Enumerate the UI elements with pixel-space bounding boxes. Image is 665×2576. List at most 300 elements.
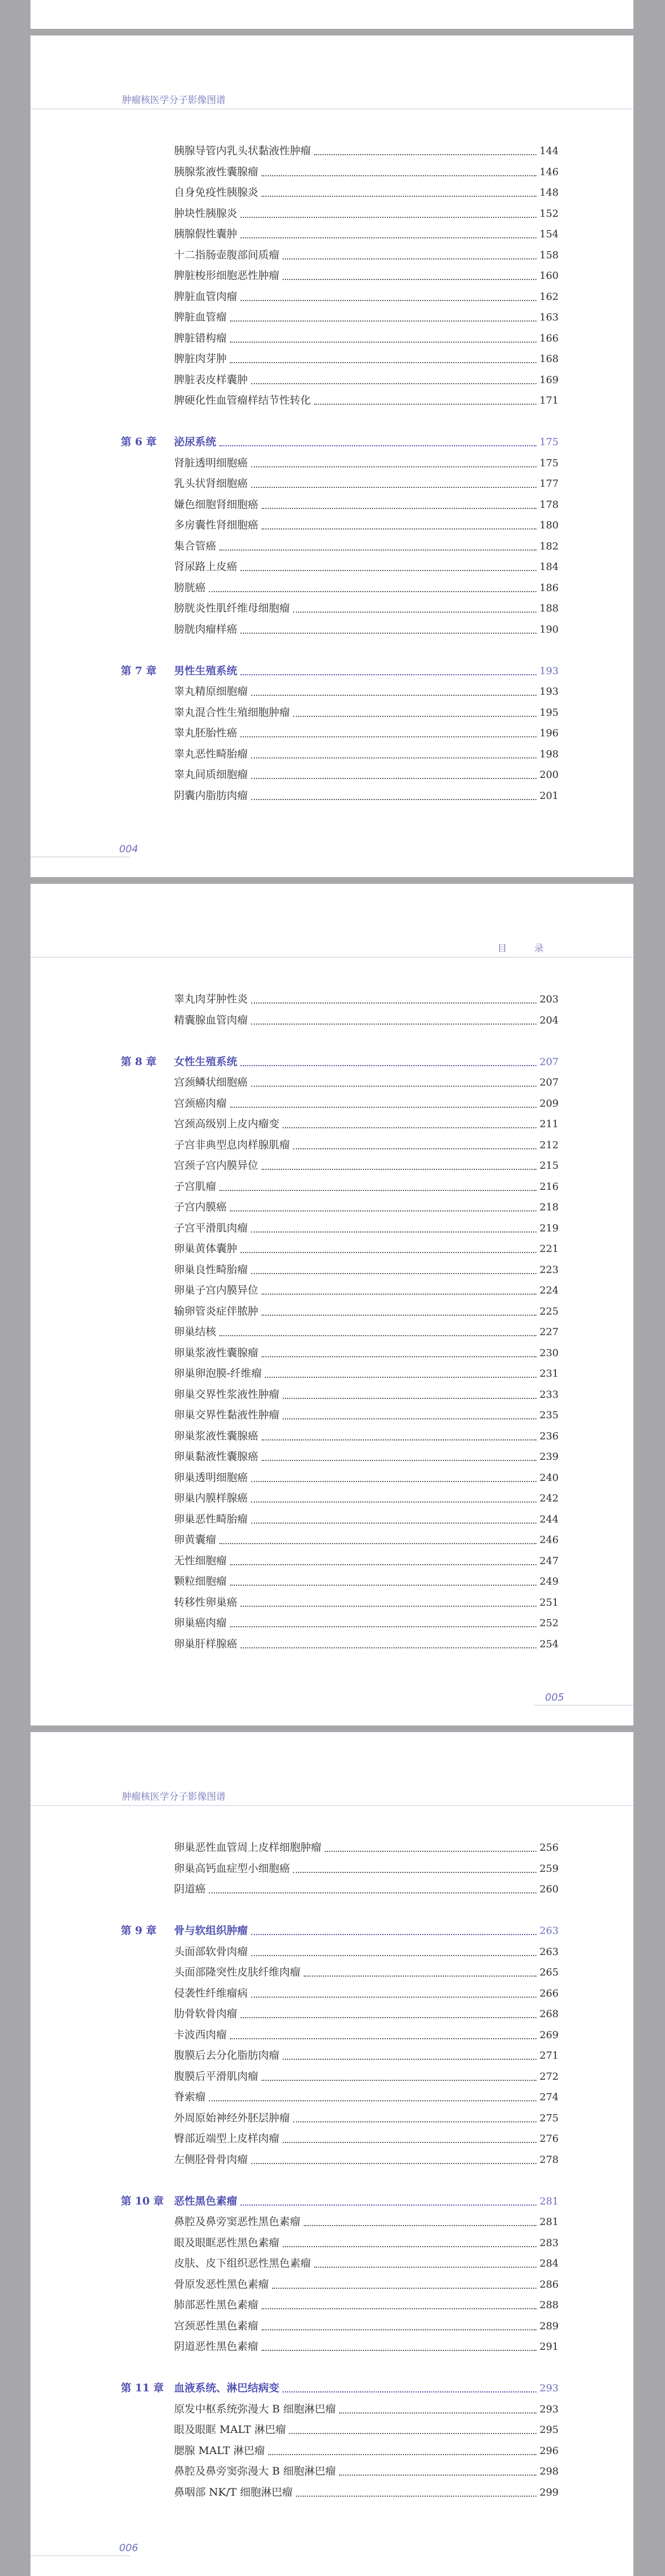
toc-entry[interactable] bbox=[121, 1072, 559, 1093]
dot-leader bbox=[262, 1314, 536, 1316]
page-ref: 184 bbox=[539, 561, 559, 573]
dot-leader bbox=[262, 2349, 536, 2351]
entry-title: 宫颈癌肉瘤 bbox=[174, 1097, 227, 1109]
section-gap bbox=[121, 1031, 559, 1052]
toc-entry[interactable] bbox=[121, 1551, 559, 1572]
page-number: 006 bbox=[119, 2542, 139, 2554]
folio-rule bbox=[30, 2555, 130, 2556]
toc-entry[interactable] bbox=[121, 2087, 559, 2108]
toc-entry[interactable] bbox=[121, 702, 559, 724]
toc-entry[interactable] bbox=[121, 370, 559, 391]
page-ref: 231 bbox=[539, 1368, 559, 1379]
dot-leader bbox=[283, 1418, 536, 1419]
dot-leader bbox=[293, 715, 536, 717]
toc-entry[interactable] bbox=[121, 1010, 559, 1031]
entry-title: 鼻腔及鼻旁窦恶性黑色素瘤 bbox=[174, 2216, 301, 2228]
toc-chapter-heading[interactable] bbox=[121, 1921, 559, 1942]
entry-title: 子宫非典型息肉样腺肌瘤 bbox=[174, 1138, 290, 1151]
section-gap bbox=[121, 2170, 559, 2191]
entry-title: 阴道恶性黑色素瘤 bbox=[174, 2340, 259, 2353]
toc-entry[interactable] bbox=[121, 1135, 559, 1156]
toc-entry[interactable] bbox=[121, 474, 559, 495]
dot-leader bbox=[293, 1871, 536, 1873]
toc-entry[interactable] bbox=[121, 2274, 559, 2295]
dot-leader bbox=[251, 1933, 536, 1935]
toc-entry[interactable] bbox=[121, 2336, 559, 2358]
toc-entry[interactable] bbox=[121, 1093, 559, 1114]
dot-leader bbox=[262, 528, 536, 530]
toc-entry[interactable] bbox=[121, 307, 559, 328]
toc-entry[interactable] bbox=[121, 1942, 559, 1963]
entry-title: 卵巢透明细胞癌 bbox=[174, 1471, 248, 1484]
entry-title: 脾硬化性血管瘤样结节性转化 bbox=[174, 394, 311, 406]
toc-entry[interactable] bbox=[121, 1468, 559, 1489]
entry-title: 侵袭性纤维瘤病 bbox=[174, 1987, 248, 1999]
toc-entry[interactable] bbox=[121, 1592, 559, 1613]
dot-leader bbox=[241, 2204, 536, 2206]
page-ref: 198 bbox=[539, 748, 559, 760]
dot-leader bbox=[251, 1996, 536, 1998]
toc-entry[interactable] bbox=[121, 1114, 559, 1135]
toc-entry[interactable] bbox=[121, 2316, 559, 2337]
entry-title: 外周原始神经外胚层肿瘤 bbox=[174, 2111, 290, 2124]
page-ref: 291 bbox=[539, 2341, 559, 2353]
dot-leader bbox=[241, 1647, 536, 1648]
dot-leader bbox=[283, 2058, 536, 2060]
dot-leader bbox=[262, 175, 536, 176]
toc-chapter-heading[interactable] bbox=[121, 432, 559, 453]
entry-title: 卵巢癌肉瘤 bbox=[174, 1617, 227, 1629]
toc-entry[interactable] bbox=[121, 515, 559, 536]
chapter-title: 血液系统、淋巴结病变 bbox=[174, 2382, 280, 2394]
page-ref: 230 bbox=[539, 1347, 559, 1359]
page-ref: 265 bbox=[539, 1967, 559, 1978]
toc-entry[interactable] bbox=[121, 2150, 559, 2171]
toc-entry[interactable] bbox=[121, 1197, 559, 1218]
dot-leader bbox=[262, 2329, 536, 2330]
dot-leader bbox=[219, 445, 536, 446]
chapter-number: 第 6 章 bbox=[121, 436, 157, 448]
entry-title: 卵巢高钙血症型小细胞癌 bbox=[174, 1862, 290, 1875]
page-ref: 284 bbox=[539, 2258, 559, 2269]
page-ref: 195 bbox=[539, 706, 559, 719]
entry-title: 卵巢恶性血管周上皮样细胞肿瘤 bbox=[174, 1841, 322, 1854]
dot-leader bbox=[230, 320, 536, 322]
page-ref: 186 bbox=[539, 582, 559, 594]
running-header: 肿瘤核医学分子影像图谱 bbox=[122, 1791, 226, 1803]
dot-leader bbox=[251, 1954, 536, 1956]
dot-leader bbox=[230, 362, 536, 363]
entry-title: 脾脏肉芽肿 bbox=[174, 353, 227, 365]
entry-title: 子宫平滑肌肉瘤 bbox=[174, 1221, 248, 1234]
toc-entry[interactable] bbox=[121, 1363, 559, 1384]
toc-entry[interactable] bbox=[121, 1426, 559, 1447]
dot-leader bbox=[265, 1376, 536, 1378]
dot-leader bbox=[230, 1626, 536, 1627]
page-ref: 271 bbox=[539, 2050, 559, 2061]
page-ref: 148 bbox=[539, 187, 559, 198]
toc-entry[interactable] bbox=[121, 2399, 559, 2420]
toc-entry[interactable] bbox=[121, 1384, 559, 1406]
toc-list bbox=[121, 1837, 559, 2503]
entry-title: 多房囊性肾细胞癌 bbox=[174, 519, 259, 531]
page-ref: 224 bbox=[539, 1285, 559, 1296]
section-gap bbox=[121, 411, 559, 432]
page-ref: 177 bbox=[539, 478, 559, 490]
entry-title: 脾脏血管肉瘤 bbox=[174, 290, 238, 303]
page-ref: 221 bbox=[539, 1243, 559, 1255]
dot-leader bbox=[219, 1542, 536, 1544]
page-ref: 154 bbox=[539, 228, 559, 240]
dot-leader bbox=[251, 1231, 536, 1233]
dot-leader bbox=[251, 777, 536, 779]
toc-entry[interactable] bbox=[121, 1634, 559, 1655]
dot-leader bbox=[283, 258, 536, 259]
entry-title: 宫颈子宫内膜异位 bbox=[174, 1159, 259, 1172]
toc-entry[interactable] bbox=[121, 557, 559, 578]
dot-leader bbox=[251, 798, 536, 800]
entry-title: 转移性卵巢癌 bbox=[174, 1596, 238, 1608]
toc-entry[interactable] bbox=[121, 1837, 559, 1859]
entry-title: 头面部软骨肉瘤 bbox=[174, 1945, 248, 1958]
page-ref: 169 bbox=[539, 374, 559, 386]
entry-title: 左侧胫骨骨肉瘤 bbox=[174, 2153, 248, 2166]
header-rule bbox=[30, 957, 633, 958]
dot-leader bbox=[251, 2162, 536, 2164]
page-ref: 160 bbox=[539, 270, 559, 282]
page-ref: 293 bbox=[539, 2403, 559, 2415]
page-ref: 272 bbox=[539, 2070, 559, 2083]
entry-title: 胰腺导管内乳头状黏液性肿瘤 bbox=[174, 145, 311, 157]
toc-entry[interactable] bbox=[121, 2420, 559, 2441]
entry-title: 膀胱炎性肌纤维母细胞瘤 bbox=[174, 602, 290, 614]
toc-entry[interactable] bbox=[121, 1447, 559, 1468]
dot-leader bbox=[262, 2079, 536, 2081]
entry-title: 自身免疫性胰腺炎 bbox=[174, 186, 259, 198]
entry-title: 卵巢浆液性囊腺瘤 bbox=[174, 1346, 259, 1359]
toc-chapter-heading[interactable] bbox=[121, 2378, 559, 2399]
toc-entry[interactable] bbox=[121, 1155, 559, 1177]
entry-title: 卵巢子宫内膜异位 bbox=[174, 1284, 259, 1296]
entry-title: 集合管癌 bbox=[174, 539, 217, 552]
dot-leader bbox=[251, 1272, 536, 1274]
entry-title: 颗粒细胞瘤 bbox=[174, 1575, 227, 1587]
dot-leader bbox=[230, 1106, 536, 1108]
toc-entry[interactable] bbox=[121, 1405, 559, 1426]
toc-entry[interactable] bbox=[121, 1983, 559, 2004]
chapter-number: 第 9 章 bbox=[121, 1925, 157, 1937]
dot-leader bbox=[289, 2432, 536, 2434]
folio-rule bbox=[534, 1705, 633, 1706]
toc-entry[interactable] bbox=[121, 245, 559, 266]
toc-entry[interactable] bbox=[121, 453, 559, 474]
entry-title: 脾脏错构瘤 bbox=[174, 332, 227, 344]
entry-title: 睾丸间质细胞瘤 bbox=[174, 768, 248, 781]
entry-title: 胰腺假性囊肿 bbox=[174, 228, 238, 240]
dot-leader bbox=[251, 1023, 536, 1025]
chapter-number: 第 10 章 bbox=[121, 2195, 164, 2207]
dot-leader bbox=[241, 1605, 536, 1607]
entry-title: 鼻腔及鼻旁窦弥漫大 B 细胞淋巴瘤 bbox=[174, 2465, 336, 2477]
page-ref: 175 bbox=[539, 436, 559, 448]
page-ref: 295 bbox=[539, 2424, 559, 2436]
toc-entry[interactable] bbox=[121, 536, 559, 557]
toc-entry[interactable] bbox=[121, 349, 559, 370]
page-ref: 266 bbox=[539, 1987, 559, 1999]
dot-leader bbox=[293, 2121, 536, 2122]
page-ref: 260 bbox=[539, 1883, 559, 1895]
page-ref: 144 bbox=[539, 145, 559, 157]
dot-leader bbox=[230, 2038, 536, 2039]
entry-title: 脾脏梭形细胞恶性肿瘤 bbox=[174, 269, 280, 282]
dot-leader bbox=[230, 1584, 536, 1586]
dot-leader bbox=[296, 2495, 536, 2497]
page-ref: 244 bbox=[539, 1513, 559, 1525]
dot-leader bbox=[283, 2141, 536, 2143]
page-ref: 235 bbox=[539, 1409, 559, 1421]
toc-entry[interactable] bbox=[121, 1218, 559, 1239]
toc-entry[interactable] bbox=[121, 182, 559, 203]
toc-chapter-heading[interactable] bbox=[121, 2191, 559, 2212]
page-ref: 180 bbox=[539, 520, 559, 531]
toc-entry[interactable] bbox=[121, 2108, 559, 2129]
entry-title: 卵巢交界性浆液性肿瘤 bbox=[174, 1388, 280, 1401]
entry-title: 卵巢良性畸胎瘤 bbox=[174, 1263, 248, 1276]
running-header: 目 录 bbox=[497, 943, 556, 954]
dot-leader bbox=[262, 1356, 536, 1357]
toc-entry[interactable] bbox=[121, 723, 559, 744]
chapter-title: 男性生殖系统 bbox=[174, 664, 238, 677]
toc-entry[interactable] bbox=[121, 1571, 559, 1592]
entry-title: 肺部恶性黑色素瘤 bbox=[174, 2299, 259, 2311]
toc-entry[interactable] bbox=[121, 328, 559, 349]
toc-entry[interactable] bbox=[121, 1962, 559, 1983]
toc-entry[interactable] bbox=[121, 1879, 559, 1900]
page-ref: 182 bbox=[539, 540, 559, 552]
dot-leader bbox=[262, 2308, 536, 2309]
toc-entry[interactable] bbox=[121, 162, 559, 183]
toc-entry[interactable] bbox=[121, 681, 559, 702]
toc-page-006 bbox=[30, 1732, 633, 2576]
entry-title: 肾尿路上皮癌 bbox=[174, 561, 238, 573]
toc-entry[interactable] bbox=[121, 1613, 559, 1634]
entry-title: 腹膜后平滑肌肉瘤 bbox=[174, 2070, 259, 2083]
toc-entry[interactable] bbox=[121, 2129, 559, 2150]
toc-chapter-heading[interactable] bbox=[121, 661, 559, 682]
dot-leader bbox=[219, 1189, 536, 1191]
toc-chapter-heading[interactable] bbox=[121, 1052, 559, 1073]
page-ref: 196 bbox=[539, 727, 559, 739]
page-ref: 158 bbox=[539, 249, 559, 261]
toc-entry[interactable] bbox=[121, 2233, 559, 2254]
dot-leader bbox=[251, 1501, 536, 1503]
toc-entry[interactable] bbox=[121, 2066, 559, 2088]
toc-entry[interactable] bbox=[121, 1280, 559, 1301]
dot-leader bbox=[241, 632, 536, 634]
page-number: 005 bbox=[545, 1692, 564, 1703]
page-ref: 281 bbox=[539, 2195, 559, 2207]
entry-title: 臀部近端型上皮样肉瘤 bbox=[174, 2132, 280, 2145]
toc-entry[interactable] bbox=[121, 1530, 559, 1551]
entry-title: 眼及眼眶恶性黑色素瘤 bbox=[174, 2236, 280, 2249]
toc-entry[interactable] bbox=[121, 744, 559, 765]
toc-entry[interactable] bbox=[121, 203, 559, 225]
toc-entry[interactable] bbox=[121, 2253, 559, 2274]
page-ref: 193 bbox=[539, 686, 559, 698]
chapter-title: 泌尿系统 bbox=[174, 436, 217, 448]
chapter-title: 恶性黑色素瘤 bbox=[174, 2195, 238, 2207]
toc-entry[interactable] bbox=[121, 765, 559, 786]
dot-leader bbox=[241, 216, 536, 218]
toc-entry[interactable] bbox=[121, 2482, 559, 2503]
toc-page-004 bbox=[30, 35, 633, 877]
page-ref: 249 bbox=[539, 1576, 559, 1587]
dot-leader bbox=[251, 1085, 536, 1087]
page-ref: 223 bbox=[539, 1264, 559, 1276]
entry-title: 皮肤、皮下组织恶性黑色素瘤 bbox=[174, 2257, 311, 2269]
toc-entry[interactable] bbox=[121, 1260, 559, 1281]
toc-entry[interactable] bbox=[121, 786, 559, 807]
dot-leader bbox=[241, 299, 536, 301]
page-ref: 166 bbox=[539, 332, 559, 344]
entry-title: 睾丸精原细胞瘤 bbox=[174, 685, 248, 698]
page-ref: 242 bbox=[539, 1493, 559, 1504]
page-ref: 207 bbox=[539, 1056, 559, 1068]
page-ref: 203 bbox=[539, 994, 559, 1005]
dot-leader bbox=[230, 1210, 536, 1211]
toc-entry[interactable] bbox=[121, 2004, 559, 2025]
page-ref: 286 bbox=[539, 2278, 559, 2290]
entry-title: 宫颈高级别上皮内瘤变 bbox=[174, 1118, 280, 1130]
page-ref: 209 bbox=[539, 1097, 559, 1109]
page-ref: 200 bbox=[539, 769, 559, 781]
dot-leader bbox=[262, 195, 536, 197]
entry-title: 阴道癌 bbox=[174, 1883, 206, 1895]
entry-title: 肿块性胰腺炎 bbox=[174, 207, 238, 220]
dot-leader bbox=[251, 486, 536, 488]
toc-entry[interactable] bbox=[121, 287, 559, 308]
dot-leader bbox=[325, 1850, 536, 1852]
entry-title: 子宫肌瘤 bbox=[174, 1180, 217, 1193]
page-ref: 298 bbox=[539, 2466, 559, 2477]
chapter-number: 第 11 章 bbox=[121, 2382, 164, 2394]
page-ref: 256 bbox=[539, 1842, 559, 1854]
toc-entry[interactable] bbox=[121, 266, 559, 287]
page-ref: 188 bbox=[539, 603, 559, 614]
entry-title: 胰腺浆液性囊腺瘤 bbox=[174, 165, 259, 178]
page-ref: 240 bbox=[539, 1472, 559, 1484]
previous-page-fragment bbox=[30, 0, 633, 29]
toc-entry[interactable] bbox=[121, 1322, 559, 1343]
entry-title: 嫌色细胞肾细胞癌 bbox=[174, 498, 259, 511]
page-ref: 246 bbox=[539, 1534, 559, 1546]
toc-entry[interactable] bbox=[121, 2025, 559, 2046]
page-ref: 218 bbox=[539, 1202, 559, 1213]
entry-title: 睾丸胚胎性癌 bbox=[174, 727, 238, 739]
page-ref: 293 bbox=[539, 2382, 559, 2394]
page-ref: 289 bbox=[539, 2320, 559, 2332]
page-ref: 268 bbox=[539, 2008, 559, 2020]
entry-title: 脊索瘤 bbox=[174, 2091, 206, 2103]
toc-entry[interactable] bbox=[121, 2441, 559, 2462]
entry-title: 睾丸混合性生殖细胞肿瘤 bbox=[174, 706, 290, 719]
dot-leader bbox=[262, 507, 536, 509]
entry-title: 宫颈鳞状细胞癌 bbox=[174, 1076, 248, 1088]
page-ref: 215 bbox=[539, 1160, 559, 1172]
toc-entry[interactable] bbox=[121, 1177, 559, 1198]
section-gap bbox=[121, 1900, 559, 1921]
entry-title: 膀胱肉瘤样癌 bbox=[174, 623, 238, 635]
entry-title: 十二指肠壶腹部间质瘤 bbox=[174, 248, 280, 261]
page-ref: 193 bbox=[539, 665, 559, 677]
toc-entry[interactable] bbox=[121, 2461, 559, 2482]
dot-leader bbox=[251, 466, 536, 467]
toc-entry[interactable] bbox=[121, 578, 559, 599]
toc-entry[interactable] bbox=[121, 390, 559, 411]
page-ref: 283 bbox=[539, 2237, 559, 2249]
page-ref: 263 bbox=[539, 1925, 559, 1937]
entry-title: 肋骨软骨肉瘤 bbox=[174, 2008, 238, 2020]
page-ref: 252 bbox=[539, 1617, 559, 1629]
dot-leader bbox=[283, 2246, 536, 2247]
dot-leader bbox=[251, 694, 536, 696]
chapter-title: 骨与软组织肿瘤 bbox=[174, 1925, 248, 1937]
dot-leader bbox=[293, 611, 536, 613]
toc-entry[interactable] bbox=[121, 1343, 559, 1364]
entry-title: 腮腺 MALT 淋巴瘤 bbox=[174, 2444, 265, 2457]
page-ref: 299 bbox=[539, 2486, 559, 2498]
toc-entry[interactable] bbox=[121, 1509, 559, 1530]
dot-leader bbox=[241, 1251, 536, 1253]
chapter-number: 第 8 章 bbox=[121, 1055, 157, 1068]
toc-entry[interactable] bbox=[121, 495, 559, 516]
entry-title: 脾脏表皮样囊肿 bbox=[174, 373, 248, 386]
chapter-title: 女性生殖系统 bbox=[174, 1055, 238, 1068]
toc-entry[interactable] bbox=[121, 1859, 559, 1880]
entry-title: 卵巢黏液性囊腺癌 bbox=[174, 1450, 259, 1463]
dot-leader bbox=[251, 383, 536, 384]
toc-page-005 bbox=[30, 884, 633, 1725]
toc-entry[interactable] bbox=[121, 1239, 559, 1260]
dot-leader bbox=[230, 1564, 536, 1565]
dot-leader bbox=[241, 736, 536, 737]
toc-entry[interactable] bbox=[121, 224, 559, 245]
dot-leader bbox=[272, 2287, 536, 2289]
toc-entry[interactable] bbox=[121, 598, 559, 619]
toc-entry[interactable] bbox=[121, 1301, 559, 1322]
dot-leader bbox=[314, 2266, 536, 2268]
toc-entry[interactable] bbox=[121, 2212, 559, 2233]
page-ref: 227 bbox=[539, 1326, 559, 1338]
dot-leader bbox=[241, 674, 536, 675]
toc-entry[interactable] bbox=[121, 2045, 559, 2066]
toc-entry[interactable] bbox=[121, 619, 559, 640]
entry-title: 卵巢肝样腺癌 bbox=[174, 1637, 238, 1650]
dot-leader bbox=[251, 757, 536, 758]
entry-title: 骨原发恶性黑色素瘤 bbox=[174, 2278, 269, 2290]
page-ref: 171 bbox=[539, 395, 559, 406]
entry-title: 输卵管炎症伴脓肿 bbox=[174, 1305, 259, 1317]
toc-entry[interactable] bbox=[121, 1488, 559, 1509]
entry-title: 精囊腺血管肉瘤 bbox=[174, 1014, 248, 1026]
dot-leader bbox=[262, 1459, 536, 1461]
toc-entry[interactable] bbox=[121, 989, 559, 1010]
toc-entry[interactable] bbox=[121, 141, 559, 162]
toc-entry[interactable] bbox=[121, 2295, 559, 2316]
entry-title: 眼及眼眶 MALT 淋巴瘤 bbox=[174, 2424, 286, 2436]
dot-leader bbox=[304, 1975, 536, 1977]
dot-leader bbox=[251, 1480, 536, 1482]
